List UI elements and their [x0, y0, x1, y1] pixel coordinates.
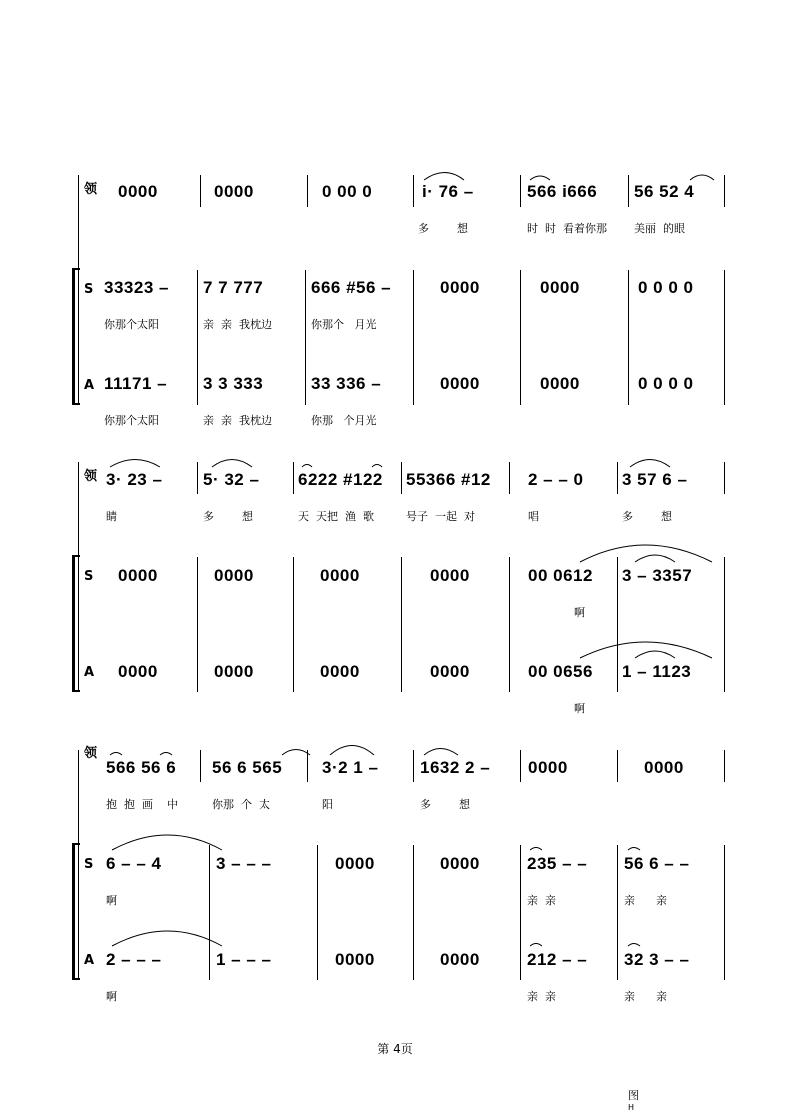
slur	[110, 460, 160, 468]
measure-notes: 3 57 6 –	[622, 470, 688, 489]
lyric: 你那个 月光	[311, 318, 377, 331]
corner-mark-sub: H	[628, 1103, 635, 1112]
lyric: 阳	[322, 798, 333, 811]
measure-notes: 235 – –	[527, 854, 588, 873]
measure-notes: 0000	[440, 278, 480, 297]
measure-notes: 0000	[430, 662, 470, 681]
measure-notes: i· 76 –	[422, 182, 474, 201]
slur	[690, 175, 714, 180]
slur	[282, 750, 310, 756]
measure-notes: 0000	[440, 854, 480, 873]
measure-notes: 56 6 565	[212, 758, 283, 777]
measure-notes: 3·2 1 –	[322, 758, 379, 777]
lyric: 睛	[106, 510, 117, 523]
slur	[302, 465, 312, 468]
lyric: 亲 亲 我枕边	[203, 318, 272, 331]
measure-notes: 00 0612	[528, 566, 593, 585]
corner-mark	[628, 1090, 639, 1114]
measure-notes: 0000	[214, 566, 254, 585]
measure-notes: 0000	[335, 950, 375, 969]
measure-notes: 33 336 –	[311, 374, 382, 393]
measure-notes: 1 – – –	[216, 950, 272, 969]
part-label-soprano: S	[84, 857, 94, 872]
measure-notes: 0000	[320, 566, 360, 585]
measure-notes: 3· 23 –	[106, 470, 163, 489]
lyric: 亲 亲 我枕边	[203, 414, 272, 427]
lyric: 多 想	[203, 510, 253, 523]
measure-notes: 566 i666	[527, 182, 598, 201]
part-label-alto: A	[84, 378, 95, 393]
slur	[330, 746, 374, 756]
part-label-alto: A	[84, 665, 95, 680]
lyric: 你那个太阳	[104, 414, 159, 427]
measure-notes: 0 00 0	[322, 182, 373, 201]
lyric: 号子 一起 对	[406, 510, 475, 523]
lyric: 美丽 的眼	[634, 222, 685, 235]
part-label-lead: 领	[84, 746, 98, 761]
measure-notes: 0000	[335, 854, 375, 873]
measure-notes: 0000	[118, 182, 158, 201]
measure-notes: 212 – –	[527, 950, 588, 969]
measure-notes: 55366 #12	[406, 470, 491, 489]
lyric: 亲 亲	[527, 990, 556, 1003]
measure-notes: 0000	[440, 950, 480, 969]
measure-notes: 0000	[320, 662, 360, 681]
measure-notes: 0000	[540, 278, 580, 297]
lyric: 啊	[574, 702, 585, 715]
slur	[628, 848, 640, 851]
measure-notes: 1 – 1123	[622, 662, 692, 681]
slur	[112, 835, 222, 850]
measure-notes: 3 3 333	[203, 374, 264, 393]
measure-notes: 0000	[540, 374, 580, 393]
slur	[630, 460, 670, 468]
measure-notes: 3 – – –	[216, 854, 272, 873]
lyric: 啊	[106, 894, 117, 907]
measure-notes: 11171 –	[104, 374, 168, 393]
slur	[580, 545, 712, 562]
lyric: 啊	[106, 990, 117, 1003]
page-number: 第 4页	[377, 1042, 413, 1056]
slur	[372, 465, 382, 468]
measure-notes: 5· 32 –	[203, 470, 260, 489]
slur	[424, 173, 464, 181]
slur	[530, 848, 542, 851]
lyric: 天 天把 渔 歌	[298, 510, 374, 523]
part-label-soprano: S	[84, 569, 94, 584]
measure-notes: 0000	[644, 758, 684, 777]
lyric: 多 想	[622, 510, 672, 523]
measure-notes: 56 6 – –	[624, 854, 690, 873]
lyric: 你那个太阳	[104, 318, 159, 331]
measure-notes: 00 0656	[528, 662, 593, 681]
part-label-lead: 领	[84, 182, 98, 197]
lyric: 亲 亲	[624, 894, 667, 907]
slur	[110, 753, 122, 756]
measure-notes: 0000	[430, 566, 470, 585]
measure-notes: 7 7 777	[203, 278, 264, 297]
measure-notes: 666 #56 –	[311, 278, 392, 297]
lyric: 时 时 看着你那	[527, 222, 607, 235]
lyric: 你那 个 太	[212, 798, 270, 811]
measure-notes: 2 – – –	[106, 950, 162, 969]
corner-mark-text: 图	[628, 1089, 639, 1102]
lyric: 抱 抱 画 中	[106, 798, 178, 811]
measure-notes: 0000	[214, 182, 254, 201]
lyric: 亲 亲	[624, 990, 667, 1003]
slur	[530, 944, 542, 947]
part-label-soprano: S	[84, 282, 94, 297]
measure-notes: 32 3 – –	[624, 950, 690, 969]
lyric: 啊	[574, 606, 585, 619]
lyric: 亲 亲	[527, 894, 556, 907]
part-label-lead: 领	[84, 469, 98, 484]
lyric: 你那 个月光	[311, 414, 377, 427]
measure-notes: 0000	[118, 566, 158, 585]
measure-notes: 0000	[528, 758, 568, 777]
measure-notes: 0000	[214, 662, 254, 681]
slur	[580, 642, 712, 658]
measure-notes: 0 0 0 0	[638, 374, 694, 393]
measure-notes: 566 56 6	[106, 758, 177, 777]
measure-notes: 2 – – 0	[528, 470, 584, 489]
measure-notes: 1632 2 –	[420, 758, 491, 777]
lyric: 多 想	[418, 222, 468, 235]
measure-notes: 0 0 0 0	[638, 278, 694, 297]
part-label-alto: A	[84, 953, 95, 968]
measure-notes: 6 – – 4	[106, 854, 162, 873]
slur	[112, 931, 222, 946]
measure-notes: 33323 –	[104, 278, 169, 297]
slur	[635, 555, 675, 562]
slur	[635, 651, 675, 658]
slur	[530, 176, 550, 180]
slur	[424, 749, 458, 756]
measure-notes: 56 52 4	[634, 182, 695, 201]
measure-notes: 0000	[118, 662, 158, 681]
measure-notes: 3 – 3357	[622, 566, 693, 585]
slur	[628, 944, 640, 947]
lyric: 唱	[528, 510, 539, 523]
slur	[160, 753, 172, 756]
measure-notes: 6222 #122	[298, 470, 383, 489]
slur	[212, 460, 252, 468]
lyric: 多 想	[420, 798, 470, 811]
measure-notes: 0000	[440, 374, 480, 393]
